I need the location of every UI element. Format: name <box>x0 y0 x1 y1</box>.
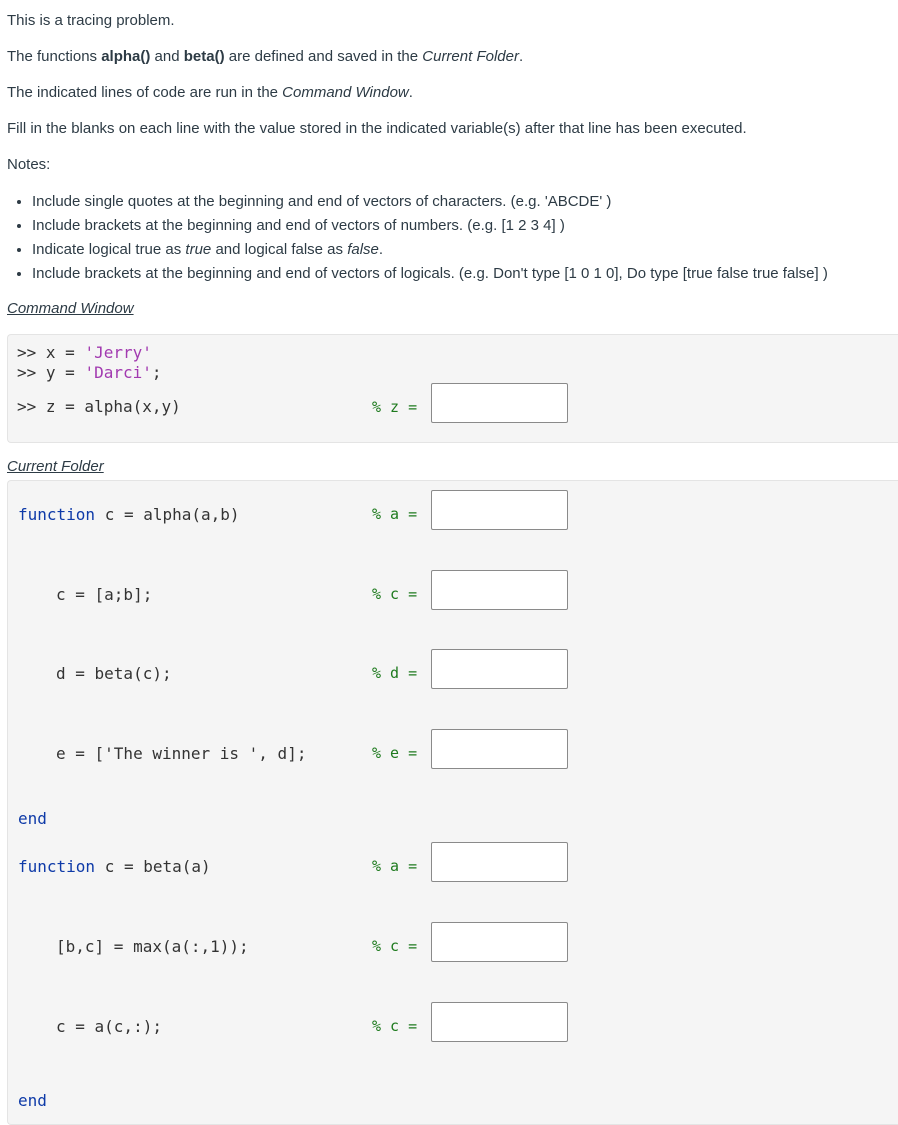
current-folder-label: Current Folder <box>7 458 104 475</box>
intro-line-3: The indicated lines of code are run in the Command Window. <box>7 84 413 101</box>
comment-c-1: % c = <box>372 585 418 603</box>
comment-a-2: % a = <box>372 857 418 875</box>
alpha-name: alpha() <box>101 48 151 65</box>
note-item: • Include single quotes at the beginning and end of vectors of characters. (e.g. 'ABCDE' ) <box>32 192 828 216</box>
answer-a-1-input[interactable] <box>431 490 568 530</box>
cmd-line-y: >> y = 'Darci'; <box>17 363 162 382</box>
comment-z: % z = <box>372 398 418 416</box>
comment-c-3: % c = <box>372 1017 418 1035</box>
beta-end: end <box>18 1091 47 1110</box>
intro-line-2: The functions alpha() and beta() are defined and saved in the Current Folder. <box>7 48 524 65</box>
notes-list <box>0 192 828 288</box>
note-item: • Include brackets at the beginning and end of vectors of logicals. (e.g. Don't type [1 0 1 0], Do type [true false true false] ) <box>32 264 828 288</box>
beta-name: beta() <box>183 48 225 65</box>
intro-line-4: Fill in the blanks on each line with the value stored in the indicated variable(s) after that line has been executed. <box>7 120 747 137</box>
comment-c-2: % c = <box>372 937 418 955</box>
command-window-label: Command Window <box>7 300 134 317</box>
comment-e: % e = <box>372 744 418 762</box>
beta-line-1: [b,c] = max(a(:,1)); <box>56 937 249 956</box>
answer-e-input[interactable] <box>431 729 568 769</box>
answer-c-3-input[interactable] <box>431 1002 568 1042</box>
alpha-end: end <box>18 809 47 828</box>
beta-line-2: c = a(c,:); <box>56 1017 162 1036</box>
answer-a-2-input[interactable] <box>431 842 568 882</box>
answer-c-2-input[interactable] <box>431 922 568 962</box>
note-item: • Indicate logical true as true and logical false as false. <box>32 240 828 264</box>
note-item: • Include brackets at the beginning and end of vectors of numbers. (e.g. [1 2 3 4] ) <box>32 216 828 240</box>
comment-d: % d = <box>372 664 418 682</box>
alpha-line-1: c = [a;b]; <box>56 585 153 604</box>
answer-d-input[interactable] <box>431 649 568 689</box>
answer-c-1-input[interactable] <box>431 570 568 610</box>
comment-a-1: % a = <box>372 505 418 523</box>
answer-z-input[interactable] <box>431 383 568 423</box>
alpha-line-3: e = ['The winner is ', d]; <box>56 744 307 763</box>
intro-line-1: This is a tracing problem. <box>7 12 175 29</box>
alpha-line-2: d = beta(c); <box>56 664 172 683</box>
beta-signature: function c = beta(a) <box>18 857 211 876</box>
cmd-line-x: >> x = 'Jerry' <box>17 343 152 362</box>
notes-label: Notes: <box>7 156 51 173</box>
cmd-line-z: >> z = alpha(x,y) <box>17 397 181 416</box>
alpha-signature: function c = alpha(a,b) <box>18 505 240 524</box>
